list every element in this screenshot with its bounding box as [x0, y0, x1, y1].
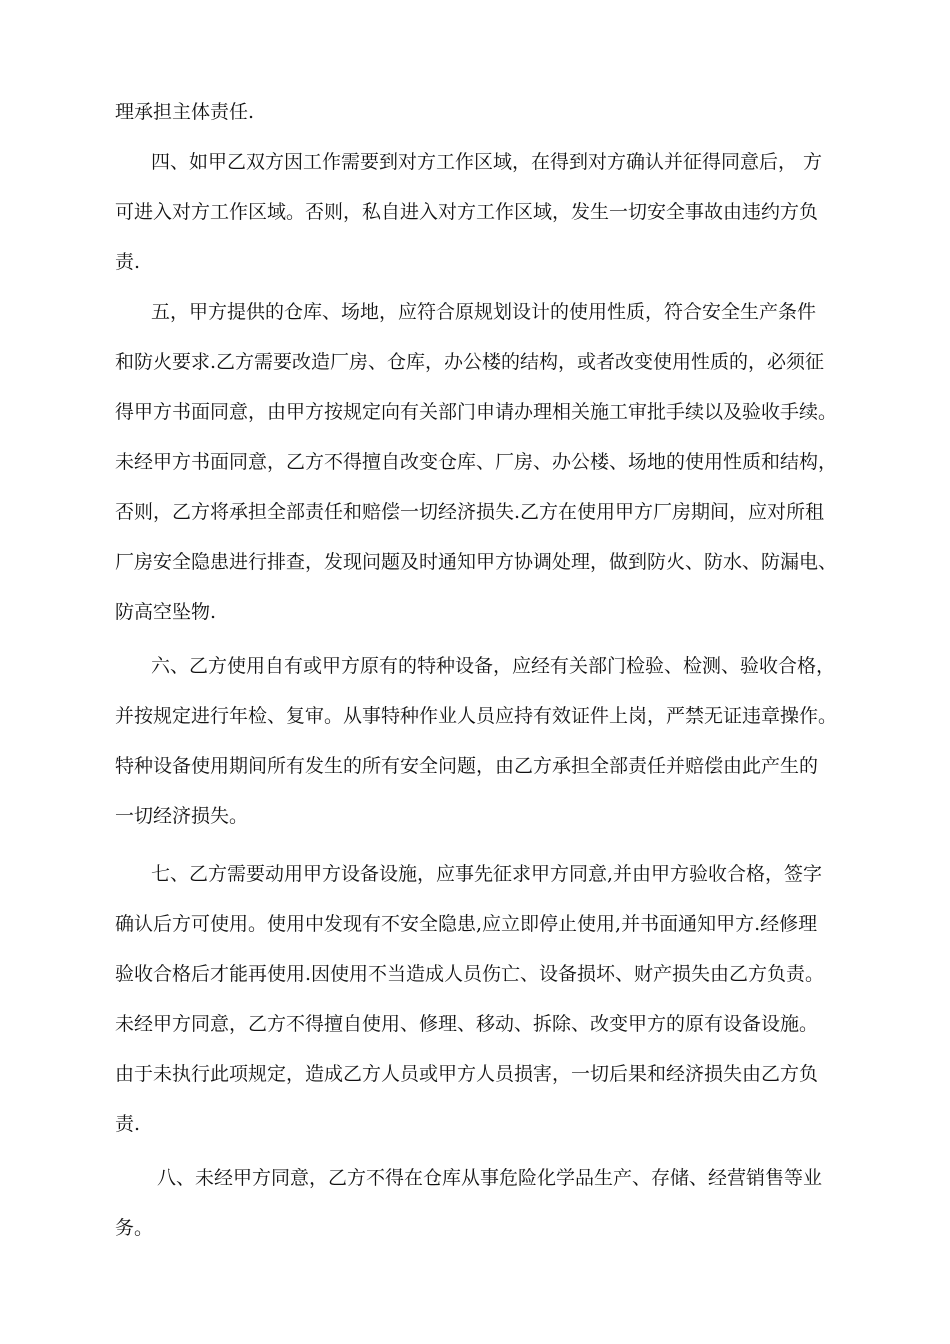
clause-4-line: 四、如甲乙双方因工作需要到对方工作区域，在得到对方确认并征得同意后， 方	[151, 151, 823, 173]
clause-8-line: 八、未经甲方同意，乙方不得在仓库从事危险化学品生产、存储、经营销售等业	[157, 1167, 823, 1189]
clause-5-line: 防高空坠物.	[115, 601, 217, 623]
clause-7-line: 未经甲方同意，乙方不得擅自使用、修理、移动、拆除、改变甲方的原有设备设施。	[115, 1013, 819, 1035]
clause-6-line: 特种设备使用期间所有发生的所有安全问题，由乙方承担全部责任并赔偿由此产生的	[115, 755, 819, 777]
clause-4-line: 责.	[115, 251, 141, 273]
clause-5-line: 厂房安全隐患进行排查，发现问题及时通知甲方协调处理，做到防火、防水、防漏电、	[115, 551, 838, 573]
clause-5-line: 未经甲方书面同意，乙方不得擅自改变仓库、厂房、办公楼、场地的使用性质和结构，	[115, 451, 838, 473]
clause-7-line: 七、乙方需要动用甲方设备设施，应事先征求甲方同意,并由甲方验收合格，签字	[151, 863, 823, 885]
clause-6-line: 六、乙方使用自有或甲方原有的特种设备，应经有关部门检验、检测、验收合格，	[151, 655, 836, 677]
clause-6-line: 一切经济损失。	[115, 805, 249, 827]
clause-5-line: 得甲方书面同意，由甲方按规定向有关部门申请办理相关施工审批手续以及验收手续。	[115, 401, 838, 423]
clause-4-line: 可进入对方工作区域。否则，私自进入对方工作区域，发生一切安全事故由违约方负	[115, 201, 819, 223]
clause-8-line: 务。	[115, 1217, 154, 1239]
clause-6-line: 并按规定进行年检、复审。从事特种作业人员应持有效证件上岗，严禁无证违章操作。	[115, 705, 838, 727]
clause-7-line: 确认后方可使用。使用中发现有不安全隐患,应立即停止使用,并书面通知甲方.经修理	[115, 913, 818, 935]
clause-7-line: 验收合格后才能再使用.因使用不当造成人员伤亡、设备损坏、财产损失由乙方负责。	[115, 963, 825, 985]
text-line: 理承担主体责任.	[115, 101, 255, 123]
clause-7-line: 由于未执行此项规定，造成乙方人员或甲方人员损害，一切后果和经济损失由乙方负	[115, 1063, 819, 1085]
clause-5-line: 和防火要求.乙方需要改造厂房、仓库，办公楼的结构，或者改变使用性质的，必须征	[115, 351, 825, 373]
clause-5-line: 五，甲方提供的仓库、场地，应符合原规划设计的使用性质，符合安全生产条件	[151, 301, 817, 323]
clause-5-line: 否则，乙方将承担全部责任和赔偿一切经济损失.乙方在使用甲方厂房期间，应对所租	[115, 501, 825, 523]
clause-7-line: 责.	[115, 1113, 141, 1135]
